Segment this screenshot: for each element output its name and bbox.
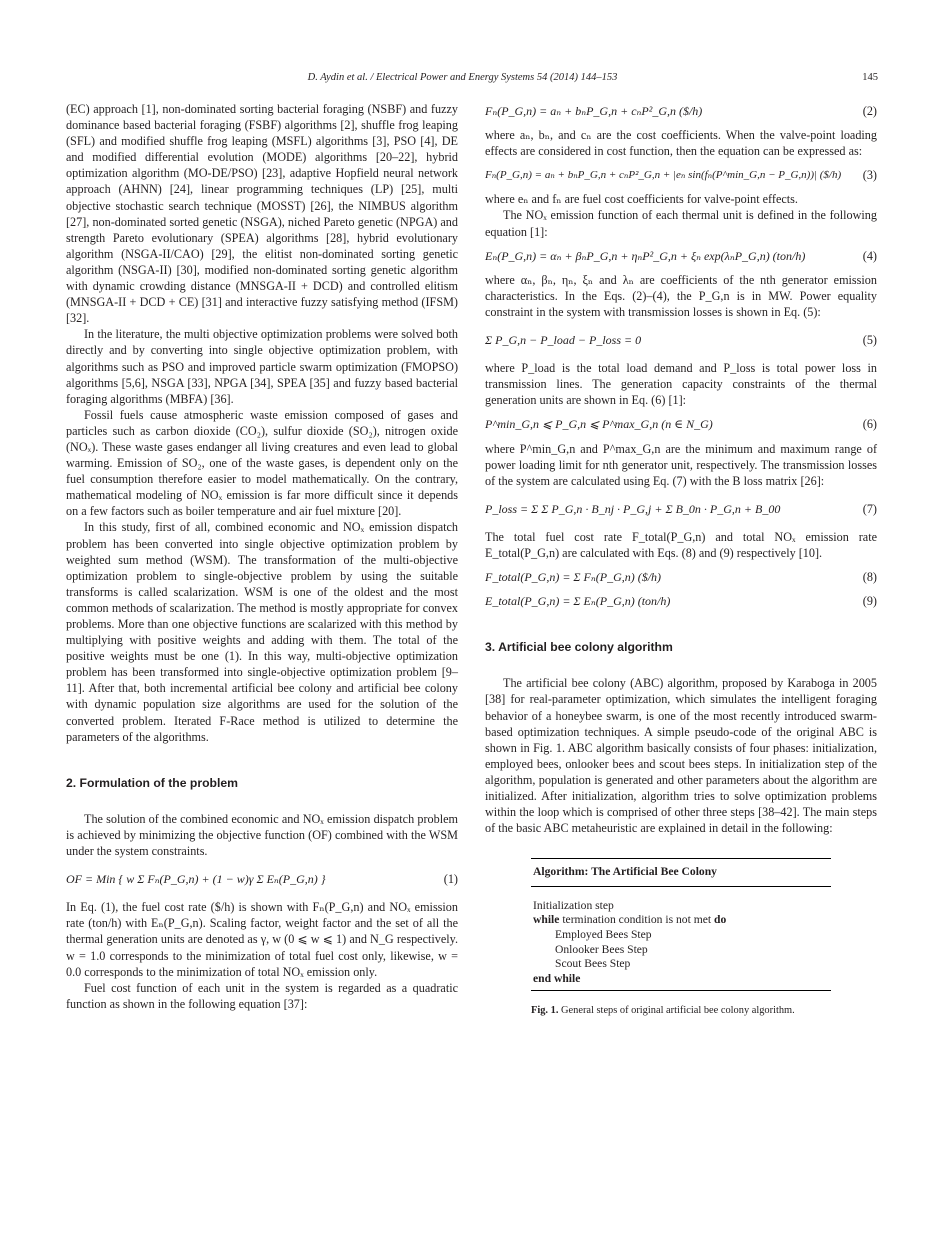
algorithm-title: Algorithm: The Artificial Bee Colony <box>531 865 831 887</box>
algorithm-line: Initialization step <box>533 898 614 912</box>
paragraph: where P^min_G,n and P^max_G,n are the minimum and maximum range of power loading limit for nth generator unit, respectively. The transmission losses of the system are calculated using Eq. (7) with the B loss matrix [26]: <box>485 441 877 488</box>
algorithm-line: Scout Bees Step <box>555 957 631 971</box>
paragraph: In the literature, the multi objective optimization problems were solved both directly and by converting into single objective optimization problem, with algorithms such as PSO and improved particle swarm optimization (FMOPSO) algorithms [5,6], NSGA [33], NPGA [34], SPEA [35] and fuzzy based bacterial foraging algorithms (MBFA) [36]. <box>66 327 458 406</box>
equation-body: P^min_G,n ⩽ P_G,n ⩽ P^max_G,n (n ∈ N_G) <box>485 417 713 432</box>
equation-number: (2) <box>862 104 877 118</box>
right-column <box>485 101 877 1020</box>
running-header <box>0 72 925 88</box>
journal-citation: D. Aydin et al. / Electrical Power and Energy Systems 54 (2014) 144–153 <box>307 72 618 83</box>
left-column <box>66 101 458 1012</box>
paragraph: where eₙ and fₙ are fuel cost coefficients for valve-point effects. <box>485 192 798 207</box>
equation-body: Fₙ(P_G,n) = aₙ + bₙP_G,n + cₙP²_G,n + |eₙ sin(fₙ(P^min_G,n − P_G,n))| ($/h) <box>485 169 842 182</box>
algorithm-line: Employed Bees Step <box>555 928 652 942</box>
figure-caption <box>531 1003 877 1019</box>
algorithm-box <box>531 858 831 991</box>
equation-body: OF = Min { w Σ Fₙ(P_G,n) + (1 − w)γ Σ Eₙ(P_G,n) } <box>66 872 326 887</box>
equation-8 <box>485 569 877 585</box>
equation-1 <box>66 871 458 887</box>
equation-2 <box>485 103 877 119</box>
equation-5 <box>485 332 877 348</box>
equation-4 <box>485 248 877 264</box>
paragraph: The NOₓ emission function of each thermal unit is defined in the following equation [1]: <box>485 208 877 239</box>
paragraph: where P_load is the total load demand and P_loss is total power loss in transmission lines. The generation capacity constraints of the thermal generation units are shown in Eq. (6) [1]: <box>485 361 877 408</box>
paragraph: In Eq. (1), the fuel cost rate ($/h) is shown with Fₙ(P_G,n) and NOₓ emission rate (ton/h) with Eₙ(P_G,n). Scaling factor, weight factor and the set of all the thermal generation units are denoted as γ, w (0 ⩽ w ⩽ 1) and N_G respectively. w = 1.0 corresponds to the minimization of total fuel cost only, likewise, w = 0.0 corresponds to the minimization of total NOₓ emission only. <box>66 900 458 979</box>
paragraph: (EC) approach [1], non-dominated sorting bacterial foraging (NSBF) and fuzzy dominance based bacterial foraging (FSBF) algorithms [2], shuffle frog leaping (SFL) and modified shuffle frog leaping (MSFL) algorithms [3], PSO [4], DE and modified differential evolution (MODE) algorithms [20–22], hybrid optimization algorithm (MO-DE/PSO) [23], adaptive Hopfield neural network approach (AHNN) [24], linear programming techniques (LP) [25], multi objective stochastic search technique (MOSST) [26], the NIMBUS algorithm [27], non-dominated sorted genetic (NSGA), niched Pareto genetic (NPGA) and strength Pareto evolutionary (SPEA) algorithms [28], hybrid evolutionary algorithm (NSGA-II/CAO) [29], the elitist non-dominated sorting genetic algorithm (NSGA-II) [30], modified non-dominated sorting genetic algorithm with dynamic crowding distance (MNSGA-II + DCD) and controlled elitism (MNSGA-II + DCD + CE) [31] and interactive fuzzy satisfying method (IFSM) [32]. <box>66 102 458 326</box>
equation-9 <box>485 593 877 609</box>
equation-body: Fₙ(P_G,n) = aₙ + bₙP_G,n + cₙP²_G,n ($/h) <box>485 104 703 118</box>
paragraph: Fuel cost function of each unit in the system is regarded as a quadratic function as shown in the following equation [37]: <box>66 980 458 1011</box>
equation-number: (8) <box>862 570 877 585</box>
equation-number: (9) <box>862 594 877 609</box>
section-heading: 2. Formulation of the problem <box>66 775 238 790</box>
paragraph: The artificial bee colony (ABC) algorithm, proposed by Karaboga in 2005 [38] for real-parameter optimization, which simulates the intelligent foraging behavior of a honeybee swarm, is one of the most recently introduced swarm-based optimization techniques. A simple pseudo-code of the original ABC is shown in Fig. 1. ABC algorithm basically consists of four phases: initialization, employed bees, onlooker bees and scout bees steps. In initialization step of the algorithm, population is generated and other parameters about the algorithm are initialized. After initialization, algorithm tries to solve optimization problems within the loop which is comprised of other three steps [38–42]. The main steps of the basic ABC metaheuristic are explained in detail in the following: <box>485 676 877 836</box>
equation-number: (3) <box>862 168 877 183</box>
equation-number: (5) <box>862 333 877 348</box>
algorithm-line <box>533 913 831 928</box>
equation-number: (4) <box>862 248 877 263</box>
page-number: 145 <box>862 72 878 83</box>
equation-body: F_total(P_G,n) = Σ Fₙ(P_G,n) ($/h) <box>485 570 662 585</box>
paragraph: In this study, first of all, combined economic and NOₓ emission dispatch problem has been converted into single objective optimization problem by weighted sum method (WSM). The transformation of the multi-objective optimization problem to single-objective problem by using the suitable transforms is called scalarization. WSM is one of the oldest and the most common methods of scalarization. The method is mostly appropriate for convex problems. More than one objective functions are scalarized with this method by multiplying with positive weights and adding with them. The total of the positive weights must be one (1). In this way, multi-objective optimization problem has been transformed into single-objective optimization problem [9–11]. After that, both incremental artificial bee colony and artificial bee colony with dynamic population size algorithms are used for the solution of the converted problem. Iterated F-Race method is utilized to determine the parameters of the algorithms. <box>66 520 458 744</box>
equation-number: (7) <box>862 501 877 516</box>
algorithm-line: Onlooker Bees Step <box>555 942 648 956</box>
paragraph: where αₙ, βₙ, ηₙ, ξₙ and λₙ are coefficients of the nth generator emission characteristics. In the Eqs. (2)–(4), the P_G,n is in MW. Power equality constraint in the system with transmission losses is shown in Eq. (5): <box>485 272 877 319</box>
keyword-do: do <box>714 913 727 927</box>
paragraph: Fossil fuels cause atmospheric waste emission composed of gases and particles such as carbon dioxide (CO₂), sulfur dioxide (SO₂), nitrogen oxide (NOₓ). These waste gases endanger all living creatures and even lead to global warming. Emission of SO₂, one of the waste gases, is dependent only on the fuel consumption therefore easier to model mathematically. On the contrary, mathematical modeling of NOₓ emission is far more difficult since it depends on a few factors such as boiler temperature and air fuel mixture [20]. <box>66 407 458 519</box>
equation-6 <box>485 416 877 432</box>
algorithm-line: end while <box>533 971 581 985</box>
equation-body: E_total(P_G,n) = Σ Eₙ(P_G,n) (ton/h) <box>485 594 671 609</box>
paragraph: The total fuel cost rate F_total(P_G,n) and total NOₓ emission rate E_total(P_G,n) are calculated with Eqs. (8) and (9) respectively [10]. <box>485 529 877 560</box>
equation-3 <box>485 167 877 183</box>
paragraph: The solution of the combined economic and NOₓ emission dispatch problem is achieved by minimizing the objective function (OF) combined with the WSM under the system constraints. <box>66 811 458 859</box>
equation-number: (6) <box>862 417 877 432</box>
equation-body: Eₙ(P_G,n) = αₙ + βₙP_G,n + ηₙP²_G,n + ξₙ exp(λₙP_G,n) (ton/h) <box>485 248 806 263</box>
equation-number: (1) <box>443 872 458 887</box>
keyword-while: while <box>533 913 560 927</box>
caption-text: General steps of original artificial bee colony algorithm. <box>561 1005 795 1017</box>
figure-label: Fig. 1. <box>531 1005 559 1017</box>
loop-condition: termination condition is not met <box>562 913 712 927</box>
equation-7 <box>485 501 877 517</box>
equation-body: Σ P_G,n − P_load − P_loss = 0 <box>485 333 642 348</box>
paragraph: where aₙ, bₙ, and cₙ are the cost coefficients. When the valve-point loading effects are considered in cost function, then the equation can be expressed as: <box>485 128 877 159</box>
section-heading: 3. Artificial bee colony algorithm <box>485 640 673 655</box>
equation-body: P_loss = Σ Σ P_G,n · B_nj · P_G,j + Σ B_0n · P_G,n + B_00 <box>485 501 781 516</box>
